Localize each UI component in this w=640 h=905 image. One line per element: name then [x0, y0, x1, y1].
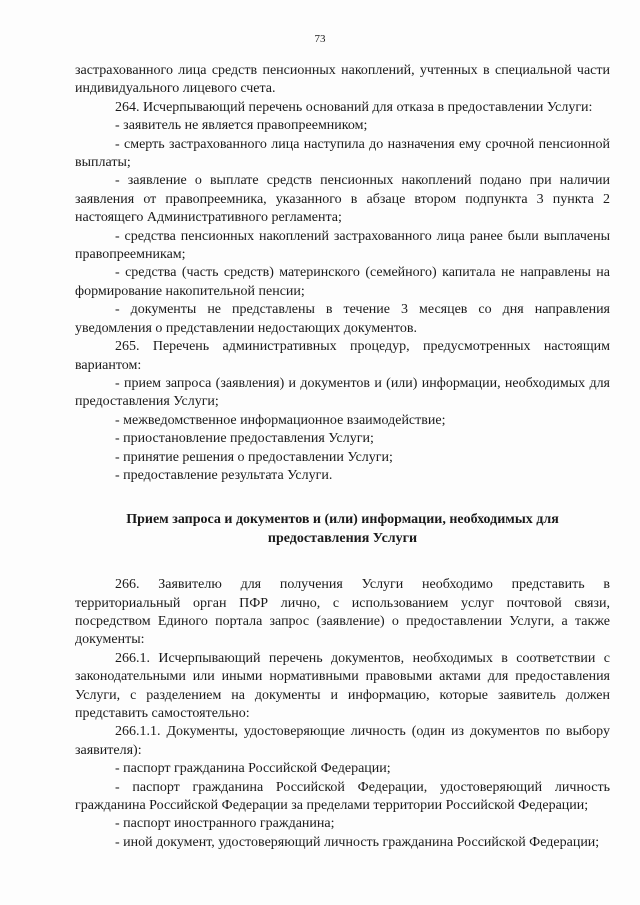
paragraph: - прием запроса (заявления) и документов и (или) информации, необходимых для предоставления Услуги; — [75, 375, 610, 410]
paragraph: - паспорт гражданина Российской Федерации; — [115, 761, 391, 777]
paragraph: - средства (часть средств) материнского (семейного) капитала не направлены на формирование накопительной пенсии; — [75, 265, 610, 299]
paragraph: - паспорт иностранного гражданина; — [115, 816, 335, 832]
document-body — [75, 62, 610, 852]
paragraph: - межведомственное информационное взаимодействие; — [115, 412, 446, 428]
paragraph: 266. Заявителю для получения Услуги необходимо представить в территориальный орган ПФР лично, с использованием услуг почтовой связи, посредством Единого портала запрос (заявление) о предоставлении Услуги, а также документы: — [75, 577, 610, 648]
paragraph: - заявитель не является правопреемником; — [115, 118, 368, 134]
paragraphs-before-heading — [75, 62, 610, 485]
paragraph: 266.1. Исчерпывающий перечень документов, необходимых в соответствии с законодательными или иными нормативными правовыми актами для предоставления Услуги, с разделением на документы и информацию, которые заявитель должен представить самостоятельно: — [75, 650, 610, 721]
section-heading: Прием запроса и документов и (или) информации, необходимых для предоставления Услуги — [126, 512, 559, 546]
paragraph: - иной документ, удостоверяющий личность гражданина Российской Федерации; — [115, 834, 600, 850]
paragraph: - приостановление предоставления Услуги; — [115, 431, 374, 447]
paragraph: - принятие решения о предоставлении Услуги; — [115, 449, 393, 465]
paragraph: - средства пенсионных накоплений застрахованного лица ранее были выплачены правопреемникам; — [75, 228, 610, 263]
paragraph: - смерть застрахованного лица наступила до назначения ему срочной пенсионной выплаты; — [75, 136, 610, 171]
paragraph: застрахованного лица средств пенсионных накоплений, учтенных в специальной части индивидуального лицевого счета. — [75, 63, 610, 97]
paragraph: - заявление о выплате средств пенсионных накоплений подано при наличии заявления от правопреемника, указанного в абзаце втором подпункта 3 пункта 2 настоящего Административного регламента; — [75, 173, 610, 226]
paragraph: - паспорт гражданина Российской Федерации, удостоверяющий личность гражданина Российской Федерации за пределами территории Российской Федерации; — [75, 779, 610, 814]
paragraph: 264. Исчерпывающий перечень оснований для отказа в предоставлении Услуги: — [115, 99, 593, 115]
paragraph: 265. Перечень административных процедур, предусмотренных настоящим вариантом: — [75, 339, 610, 373]
paragraph: - предоставление результата Услуги. — [115, 467, 333, 483]
paragraph: - документы не представлены в течение 3 месяцев со дня направления уведомления о представлении недостающих документов. — [75, 302, 610, 336]
paragraphs-after-heading — [75, 576, 610, 852]
paragraph: 266.1.1. Документы, удостоверяющие личность (один из документов по выбору заявителя): — [75, 724, 610, 758]
page-number: 73 — [314, 33, 326, 45]
